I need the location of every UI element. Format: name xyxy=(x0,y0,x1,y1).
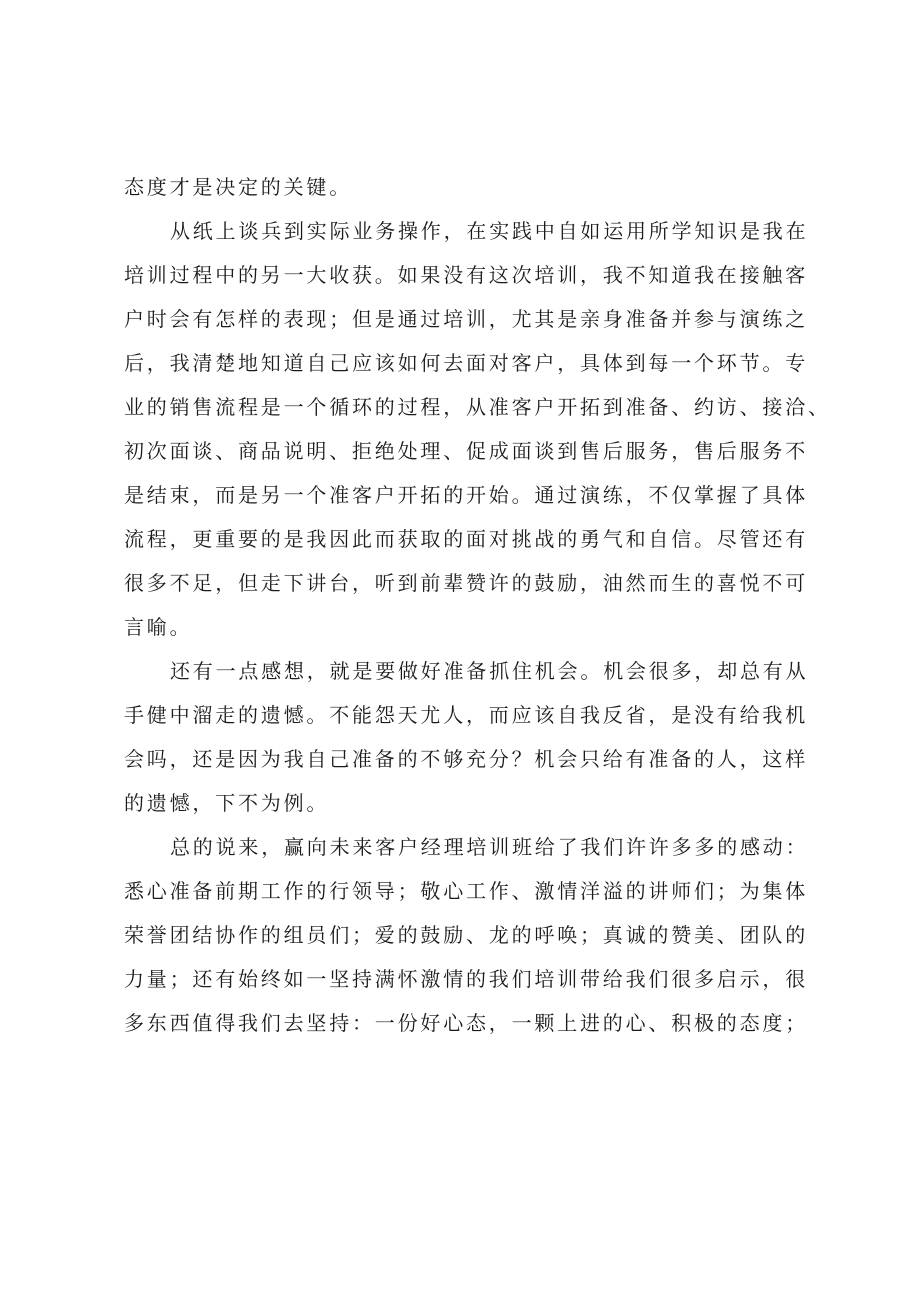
text-line: 总的说来，赢向未来客户经理培训班给了我们许许多多的感动： xyxy=(170,835,809,859)
text-line: 言喻。 xyxy=(124,615,193,639)
text-line: 户时会有怎样的表现；但是通过培训，尤其是亲身准备并参与演练之 xyxy=(124,307,808,331)
text-line: 是结束，而是另一个准客户开拓的开始。通过演练，不仅掌握了具体 xyxy=(124,483,808,507)
text-line: 初次面谈、商品说明、拒绝处理、促成面谈到售后服务，售后服务不 xyxy=(124,439,808,463)
body-text xyxy=(124,165,831,1045)
text-line: 从纸上谈兵到实际业务操作，在实践中自如运用所学知识是我在 xyxy=(170,219,809,243)
text-line: 后，我清楚地知道自己应该如何去面对客户，具体到每一个环节。专 xyxy=(124,351,808,375)
text-line: 还有一点感想，就是要做好准备抓住机会。机会很多，却总有从 xyxy=(170,659,809,683)
text-line: 态度才是决定的关键。 xyxy=(124,175,352,199)
text-line: 很多不足，但走下讲台，听到前辈赞许的鼓励，油然而生的喜悦不可 xyxy=(124,571,808,595)
text-line: 荣誉团结协作的组员们；爱的鼓励、龙的呼唤；真诚的赞美、团队的 xyxy=(124,923,808,947)
text-line: 手健中溜走的遗憾。不能怨天尤人，而应该自我反省，是没有给我机 xyxy=(124,703,808,727)
text-line: 业的销售流程是一个循环的过程，从准客户开拓到准备、约访、接洽、 xyxy=(124,395,831,419)
text-line: 悉心准备前期工作的行领导；敬心工作、激情洋溢的讲师们；为集体 xyxy=(124,879,808,903)
text-line: 流程，更重要的是我因此而获取的面对挑战的勇气和自信。尽管还有 xyxy=(124,527,808,551)
text-line: 会吗，还是因为我自己准备的不够充分？机会只给有准备的人，这样 xyxy=(124,747,808,771)
text-line: 的遗憾，下不为例。 xyxy=(124,791,330,815)
text-line: 多东西值得我们去坚持：一份好心态，一颗上进的心、积极的态度； xyxy=(124,1011,808,1035)
text-line: 力量；还有始终如一坚持满怀激情的我们培训带给我们很多启示，很 xyxy=(124,967,808,991)
text-line: 培训过程中的另一大收获。如果没有这次培训，我不知道我在接触客 xyxy=(124,263,808,287)
